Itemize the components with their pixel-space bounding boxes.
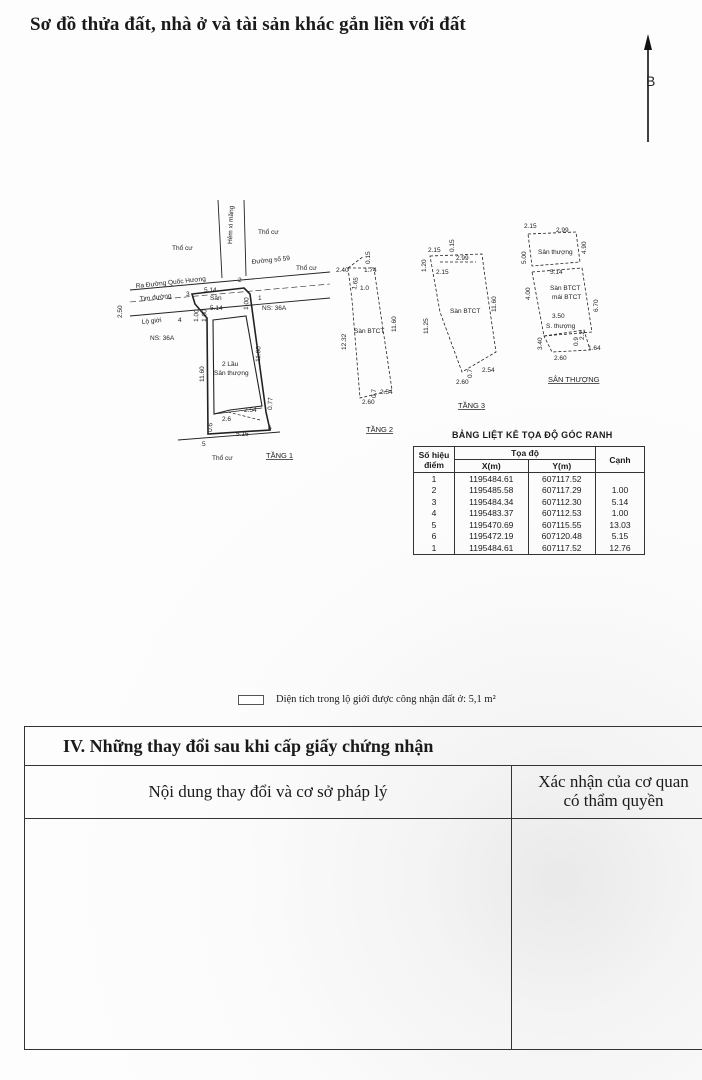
confirm-line-1: Xác nhận của cơ quan bbox=[538, 772, 689, 791]
confirm-line-2: có thẩm quyền bbox=[563, 791, 664, 810]
dim-label: 2.99 bbox=[456, 255, 469, 262]
floor-label: TẦNG 2 bbox=[366, 425, 394, 434]
dim-label: 11.60 bbox=[491, 296, 498, 312]
dim-label: 5.15 bbox=[236, 431, 249, 438]
alley-label: Hẻm xi măng bbox=[227, 205, 236, 245]
head-y: Y(m) bbox=[528, 460, 595, 473]
table-row: 1 1195484.61 607117.52 bbox=[414, 473, 645, 485]
road-label: Ra Đường Quốc Hương bbox=[135, 275, 207, 290]
house-label-2: Sân thượng bbox=[214, 370, 249, 377]
legend-swatch bbox=[238, 695, 264, 705]
dim-label: 2.50 bbox=[117, 305, 124, 318]
dim-label: 1.00 bbox=[201, 309, 209, 323]
floor-3-labels bbox=[421, 239, 498, 410]
changes-col-content: Nội dung thay đổi và cơ sở pháp lý bbox=[25, 766, 512, 818]
changes-body-left bbox=[25, 819, 512, 1049]
ground-floor-labels bbox=[117, 205, 317, 462]
page-title: Sơ đồ thửa đất, nhà ở và tài sản khác gắn liền với đất bbox=[30, 14, 466, 35]
dim-label: 5.14 bbox=[204, 287, 217, 294]
roof-area-label: Sàn BTCT bbox=[550, 285, 581, 292]
dim-label: 11.60 bbox=[391, 316, 398, 332]
dim-label: 1.65 bbox=[351, 276, 361, 291]
coord-table-title: BẢNG LIỆT KÊ TỌA ĐỘ GÓC RANH bbox=[452, 430, 613, 440]
dim-label: 0.15 bbox=[449, 239, 456, 252]
dim-label: 2.54 bbox=[482, 367, 495, 374]
dim-label: 1.00 bbox=[243, 297, 251, 311]
floor-label: TẦNG 1 bbox=[266, 451, 294, 460]
dim-label: 12.32 bbox=[341, 333, 348, 350]
boundary-label: Lộ giới bbox=[141, 316, 162, 326]
neighbor-label: Thổ cư bbox=[296, 265, 317, 272]
dim-label: 2.15 bbox=[428, 247, 441, 254]
roof-area-label: S. thượng bbox=[546, 323, 576, 330]
changes-col-confirm bbox=[512, 766, 702, 818]
dim-label: 3.50 bbox=[552, 313, 565, 320]
point-label: 6 bbox=[268, 425, 272, 432]
dim-label: 2.6 bbox=[222, 416, 232, 423]
dim-label: 2.2 bbox=[579, 330, 586, 340]
north-arrow-icon bbox=[644, 34, 655, 142]
dim-label: 2.60 bbox=[456, 379, 469, 386]
north-label: B bbox=[646, 73, 656, 89]
point-label: 1 bbox=[258, 295, 262, 302]
dim-label: 11.60 bbox=[199, 366, 206, 382]
dim-label: 2.60 bbox=[554, 355, 567, 362]
area-legend bbox=[238, 694, 496, 705]
road-59-label: Đường số 59 bbox=[251, 255, 291, 266]
ns-left-label: NS: 36A bbox=[150, 335, 175, 342]
dim-label: 2.60 bbox=[362, 399, 375, 406]
table-row: 3 1195484.34 607112.30 5.14 bbox=[414, 496, 645, 508]
dim-label: 5.14 bbox=[550, 269, 563, 276]
floor-label: SÂN THƯỢNG bbox=[548, 375, 600, 384]
changes-section bbox=[24, 726, 702, 1050]
dim-label: 0.9 bbox=[573, 336, 580, 346]
dim-label: 5.14 bbox=[210, 305, 223, 312]
dim-label: 11.00 bbox=[255, 346, 263, 363]
table-row: 4 1195483.37 607112.53 1.00 bbox=[414, 508, 645, 520]
dim-label: 4.90 bbox=[581, 241, 588, 254]
house-label-1: 2 Lầu bbox=[222, 361, 239, 368]
legend-text: Diện tích trong lộ giới được công nhận đất ở: 5,1 m² bbox=[276, 694, 496, 705]
changes-title: IV. Những thay đổi sau khi cấp giấy chứng nhận bbox=[25, 727, 702, 766]
dim-label: 11.25 bbox=[423, 318, 430, 334]
table-row: 5 1195470.69 607115.55 13.03 bbox=[414, 519, 645, 531]
head-edge: Cạnh bbox=[596, 447, 645, 473]
floor-label: TẦNG 3 bbox=[458, 401, 486, 410]
dim-label: 5.00 bbox=[521, 251, 528, 264]
point-label: 3 bbox=[186, 291, 190, 298]
dim-label: 4.00 bbox=[525, 287, 532, 300]
head-point: Số hiệu điểm bbox=[414, 447, 455, 473]
dim-label: 6.70 bbox=[593, 299, 600, 312]
changes-body bbox=[25, 819, 702, 1049]
point-label: 5 bbox=[202, 441, 206, 448]
small-area-label: Sân bbox=[210, 295, 222, 302]
neighbor-label: Thổ cư bbox=[258, 229, 279, 236]
dim-label: 2.40 bbox=[336, 267, 349, 274]
centerline-label: Tim đường bbox=[139, 292, 172, 303]
dim-label: 1.74 bbox=[364, 267, 377, 274]
dim-label: 0.15 bbox=[365, 251, 372, 264]
floor-area-label: Sàn BTCT bbox=[450, 308, 481, 315]
dim-label: 1.00 bbox=[193, 309, 201, 323]
coordinate-table bbox=[413, 446, 645, 555]
dim-label: 0.7 bbox=[467, 368, 474, 378]
table-row: 2 1195485.58 607117.29 1.00 bbox=[414, 485, 645, 497]
roof-area-label: Sân thượng bbox=[538, 249, 573, 256]
point-label: 4 bbox=[178, 317, 182, 324]
dim-label: 0.7 bbox=[371, 388, 378, 398]
floor-2-labels bbox=[336, 251, 398, 434]
head-x: X(m) bbox=[455, 460, 529, 473]
ns-right-label: NS: 36A bbox=[262, 305, 287, 312]
dim-label: 2.54 bbox=[380, 389, 393, 396]
dim-label: 0.77 bbox=[267, 397, 275, 411]
dim-label: 1.20 bbox=[421, 259, 428, 272]
head-coord: Tọa độ bbox=[455, 447, 596, 460]
dim-label: 2.15 bbox=[524, 223, 537, 230]
roof-area-label: mái BTCT bbox=[552, 294, 582, 301]
dim-label: 2.15 bbox=[436, 269, 449, 276]
point-label: 2 bbox=[238, 277, 242, 284]
dim-label: 0.6 bbox=[207, 422, 215, 433]
dim-label: 1.0 bbox=[360, 285, 370, 292]
dim-label: 2.54 bbox=[244, 407, 257, 414]
roof-labels bbox=[521, 223, 601, 384]
dim-label: 3.40 bbox=[537, 337, 544, 350]
neighbor-label: Thổ cư bbox=[172, 245, 193, 252]
table-row: 1 1195484.61 607117.52 12.76 bbox=[414, 542, 645, 554]
dim-label: 2.99 bbox=[556, 227, 569, 234]
table-row: 6 1195472.19 607120.48 5.15 bbox=[414, 531, 645, 543]
dim-label: 1.64 bbox=[588, 345, 601, 352]
changes-header-row bbox=[25, 766, 702, 819]
neighbor-label: Thổ cư bbox=[212, 455, 233, 462]
floor-area-label: Sàn BTCT bbox=[354, 328, 385, 335]
